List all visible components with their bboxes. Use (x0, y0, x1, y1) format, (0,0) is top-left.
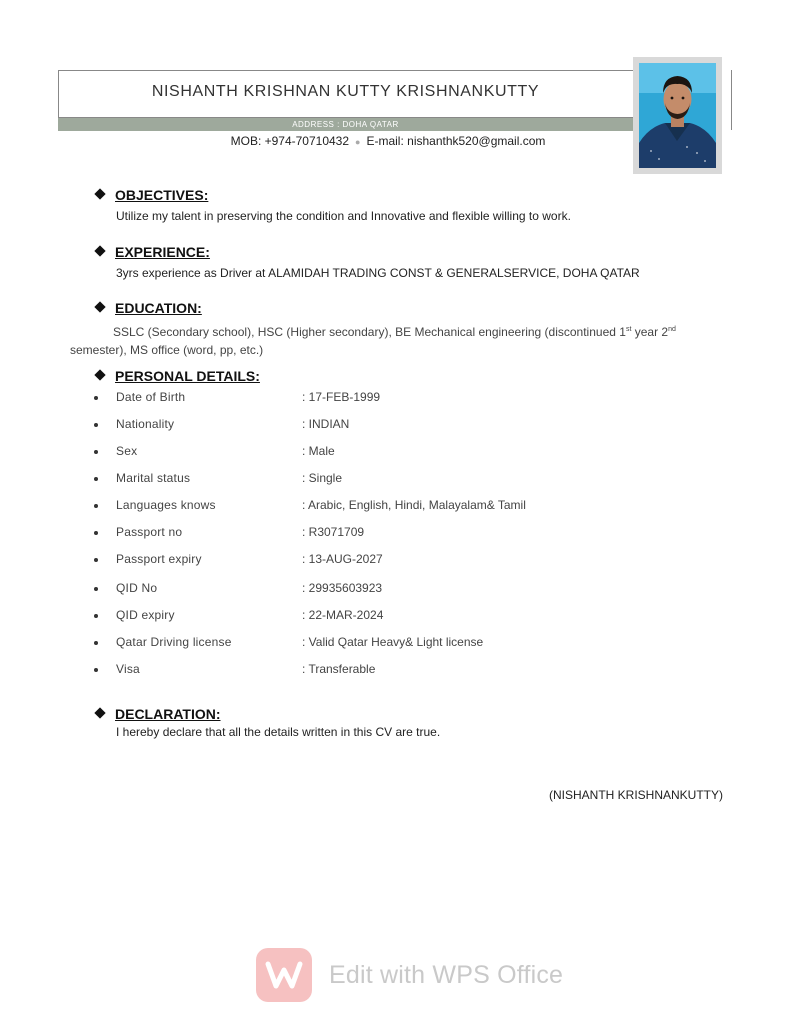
bullet-icon (94, 668, 98, 672)
header-right-rule (731, 70, 732, 130)
email-address: E-mail: nishanthk520@gmail.com (366, 134, 546, 148)
personal-details-heading: PERSONAL DETAILS: (94, 368, 260, 384)
portrait-icon (639, 63, 716, 168)
bullet-icon (94, 477, 98, 481)
mobile-number: MOB: +974-70710432 (230, 134, 350, 148)
bullet-icon (94, 531, 98, 535)
bullet-icon (94, 614, 98, 618)
bullet-icon (94, 641, 98, 645)
bullet-icon (94, 587, 98, 591)
separator-dot-icon: ● (355, 137, 361, 147)
diamond-bullet-icon (94, 301, 105, 312)
objectives-heading: OBJECTIVES: (94, 187, 208, 203)
bullet-icon (94, 423, 98, 427)
bullet-icon (94, 504, 98, 508)
bullet-icon (94, 558, 98, 562)
experience-heading: EXPERIENCE: (94, 244, 210, 260)
diamond-bullet-icon (94, 188, 105, 199)
diamond-bullet-icon (94, 707, 105, 718)
contact-line (58, 134, 718, 148)
wps-watermark[interactable] (256, 948, 563, 1002)
bullet-icon (94, 450, 98, 454)
diamond-bullet-icon (94, 245, 105, 256)
declaration-text: I hereby declare that all the details written in this CV are true. (116, 725, 441, 739)
objectives-text: Utilize my talent in preserving the condition and Innovative and flexible willing to work. (116, 209, 571, 223)
wps-logo-icon (256, 948, 312, 1002)
signature-name: (NISHANTH KRISHNANKUTTY) (548, 788, 723, 802)
education-text: SSLC (Secondary school), HSC (Higher secondary), BE Mechanical engineering (discontinued 1st year 2nd semester), MS office (word, pp, etc.) (70, 325, 676, 357)
candidate-name: NISHANTH KRISHNAN KUTTY KRISHNANKUTTY (151, 83, 540, 100)
declaration-heading: DECLARATION: (94, 706, 221, 722)
experience-text: 3yrs experience as Driver at ALAMIDAH TRADING CONST & GENERALSERVICE, DOHA QATAR (116, 266, 640, 280)
address-bar: ADDRESS : DOHA QATAR (58, 118, 633, 131)
bullet-icon (94, 396, 98, 400)
education-heading: EDUCATION: (94, 300, 202, 316)
wps-edit-link[interactable]: Edit with WPS Office (329, 960, 564, 989)
profile-photo (633, 57, 722, 174)
diamond-bullet-icon (94, 369, 105, 380)
